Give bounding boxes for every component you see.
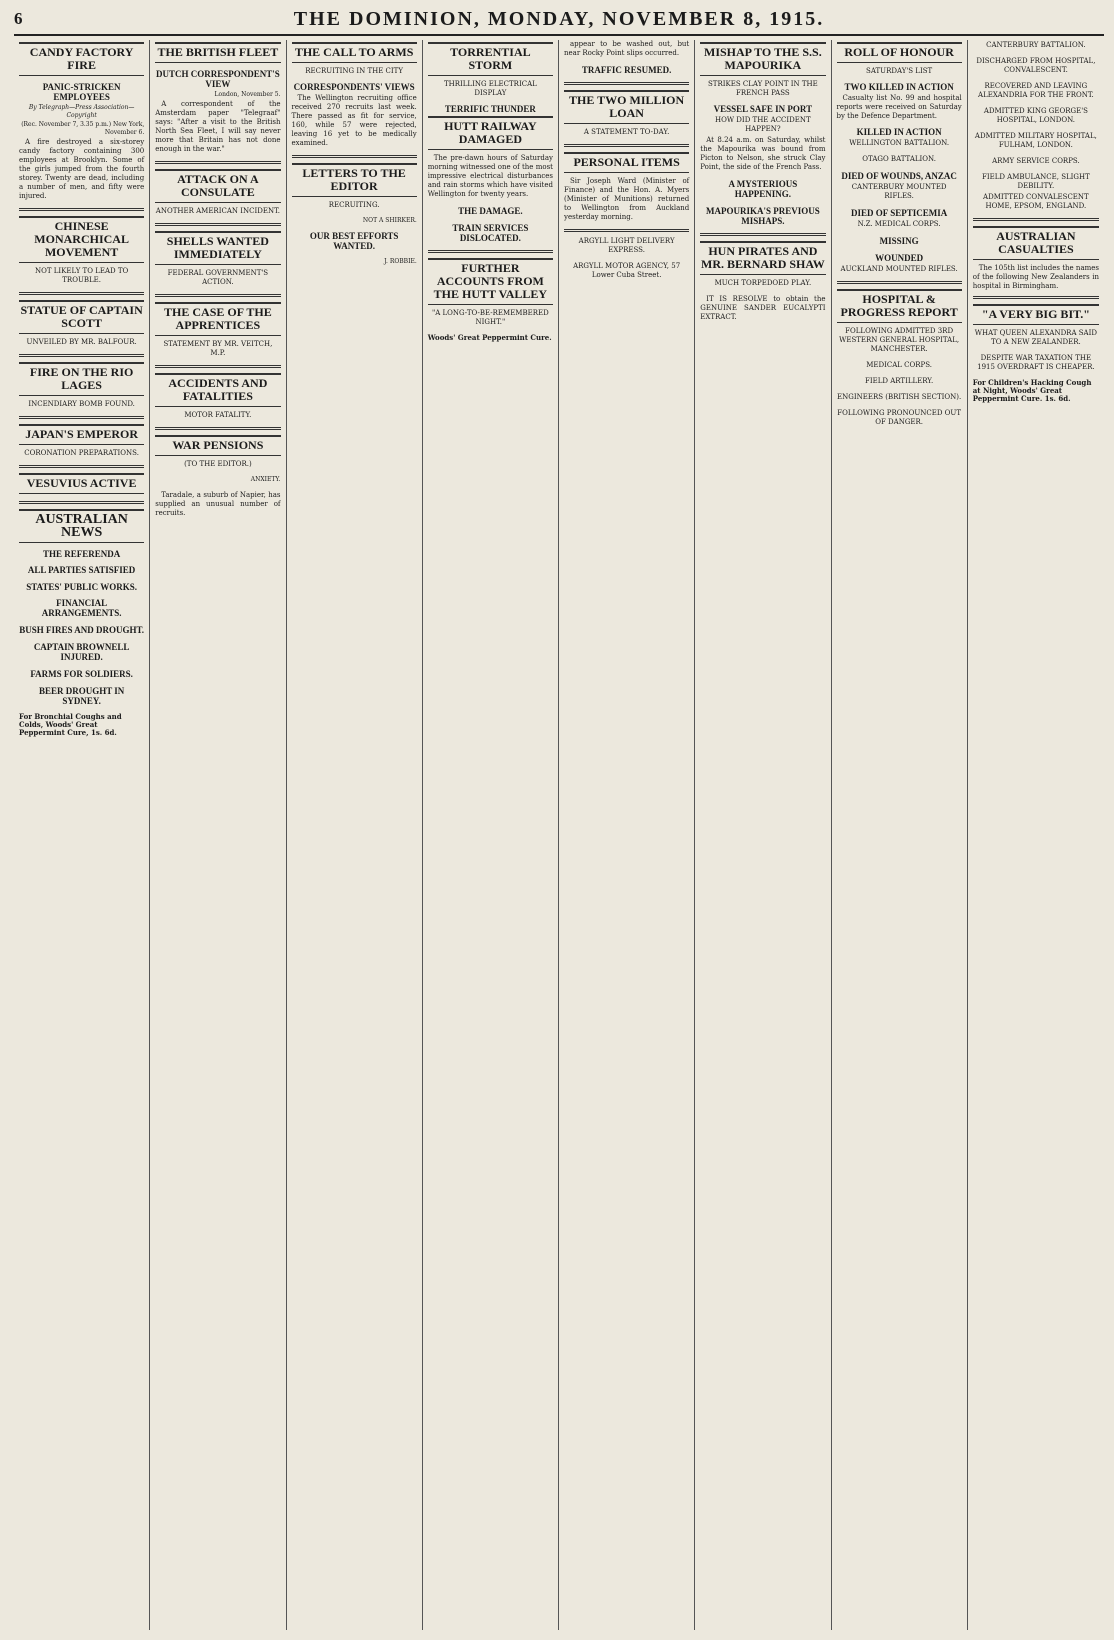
headline-australian-news: AUSTRALIAN NEWS [19, 509, 144, 543]
dateline: London, November 5. [214, 91, 281, 98]
headline-hun-pirates: HUN PIRATES AND MR. BERNARD SHAW [700, 241, 825, 275]
headline-attack-consulate: ATTACK ON A CONSULATE [155, 169, 280, 203]
column-2 [150, 40, 286, 1630]
subhead: ADMITTED KING GEORGE'S HOSPITAL, LONDON. [983, 107, 1088, 124]
subhead: CORRESPONDENTS' VIEWS [293, 82, 415, 92]
advertisement: ARGYLL MOTOR AGENCY, 57 Lower Cuba Street. [573, 262, 681, 279]
headline-very-big-bit: "A VERY BIG BIT." [973, 304, 1099, 325]
dateline: (Rec. November 7, 3.35 p.m.) New York, November 6. [21, 121, 145, 136]
subhead: RECRUITING. [328, 201, 380, 209]
subhead: RECRUITING IN THE CITY [305, 67, 403, 75]
subhead: TWO KILLED IN ACTION [844, 82, 954, 92]
subhead: DISCHARGED FROM HOSPITAL, CONVALESCENT. [976, 57, 1096, 74]
advertisement: For Children's Hacking Cough at Night, Woods' Great Peppermint Cure. 1s. 6d. [972, 378, 1092, 403]
column-1 [14, 40, 150, 1630]
subhead: CAPTAIN BROWNELL INJURED. [33, 642, 130, 662]
headline-japan-emperor: JAPAN'S EMPEROR [19, 424, 144, 445]
subhead: MISSING [879, 236, 919, 246]
subhead: DUTCH CORRESPONDENT'S VIEW [155, 69, 280, 89]
subhead: STATEMENT BY MR. VEITCH, M.P. [163, 340, 273, 357]
headline-british-fleet: THE BRITISH FLEET [155, 42, 280, 63]
subhead: "A LONG-TO-BE-REMEMBERED NIGHT." [432, 309, 549, 326]
masthead [14, 6, 1104, 36]
subhead: OTAGO BATTALION. [862, 155, 936, 163]
subhead: NOT LIKELY TO LEAD TO TROUBLE. [35, 267, 129, 284]
subhead: UNVEILED BY MR. BALFOUR. [26, 338, 137, 346]
subhead: WOUNDED [875, 253, 924, 263]
subhead: AUCKLAND MOUNTED RIFLES. [840, 265, 958, 273]
subhead: ENGINEERS (BRITISH SECTION). [837, 393, 962, 401]
columns [14, 40, 1104, 1630]
article-text: Casualty list No. 99 and hospital reports were received on Saturday by the Defence Department. [836, 94, 962, 120]
subhead: INCENDIARY BOMB FOUND. [28, 400, 135, 408]
subhead: WHAT QUEEN ALEXANDRA SAID TO A NEW ZEALANDER. [974, 329, 1097, 346]
headline-fire-rio-lages: FIRE ON THE RIO LAGES [19, 362, 144, 396]
subhead: ANOTHER AMERICAN INCIDENT. [155, 207, 280, 215]
subhead: ADMITTED MILITARY HOSPITAL, FULHAM, LONDON. [974, 132, 1097, 149]
article-text: The 105th list includes the names of the following New Zealanders in hospital in Birmingham. [972, 264, 1099, 290]
subhead: FOLLOWING PRONOUNCED OUT OF DANGER. [837, 409, 961, 426]
headline-australian-casualties: AUSTRALIAN CASUALTIES [973, 226, 1099, 260]
headline-call-to-arms: THE CALL TO ARMS [292, 42, 417, 63]
column-4 [423, 40, 559, 1630]
headline-apprentices: THE CASE OF THE APPRENTICES [155, 302, 280, 336]
subhead: WELLINGTON BATTALION. [849, 139, 950, 147]
subhead: MUCH TORPEDOED PLAY. [714, 279, 812, 287]
subhead: A MYSTERIOUS HAPPENING. [728, 179, 798, 199]
subhead: FINANCIAL ARRANGEMENTS. [41, 598, 122, 618]
headline-torrential-storm: TORRENTIAL STORM [428, 42, 553, 76]
subhead: ARMY SERVICE CORPS. [992, 157, 1080, 165]
subhead: (TO THE EDITOR.) [184, 460, 252, 468]
column-7 [832, 40, 968, 1630]
advertisement: ARGYLL LIGHT DELIVERY EXPRESS. [578, 237, 675, 254]
subhead: FOLLOWING ADMITTED 3RD WESTERN GENERAL HOSPITAL, MANCHESTER. [839, 327, 960, 353]
headline-personal-items: PERSONAL ITEMS [564, 152, 689, 173]
byline: By Telegraph—Press Association—Copyright [28, 104, 135, 119]
column-6 [695, 40, 831, 1630]
headline-accidents: ACCIDENTS AND FATALITIES [155, 373, 280, 407]
headline-vesuvius: VESUVIUS ACTIVE [19, 473, 144, 494]
article-text: The pre-dawn hours of Saturday morning witnessed one of the most impressive electrical disturbances and rain storms which have visited Wellington for twenty years. [427, 154, 553, 198]
article-text: At 8.24 a.m. on Saturday, whilst the Mapourika was bound from Picton to Nelson, she struck Clay Point, the side of the French Pass. [700, 136, 826, 171]
article-text: appear to be washed out, but near Rocky Point slips occurred. [564, 40, 690, 57]
newspaper-title: THE DOMINION, MONDAY, NOVEMBER 8, 1915. [293, 7, 825, 30]
subhead: THE REFERENDA [42, 549, 121, 559]
subhead: DIED OF SEPTICEMIA [851, 208, 948, 218]
subhead: ADMITTED CONVALESCENT HOME, EPSOM, ENGLAND. [983, 193, 1089, 210]
headline-two-million-loan: THE TWO MILLION LOAN [564, 90, 689, 124]
subhead: VESSEL SAFE IN PORT [713, 104, 813, 114]
article-text: Taradale, a suburb of Napier, has supplied an unusual number of recruits. [155, 491, 281, 517]
headline-hospital-report: HOSPITAL & PROGRESS REPORT [837, 289, 962, 323]
advertisement: Woods' Great Peppermint Cure. [427, 333, 552, 342]
subhead: THRILLING ELECTRICAL DISPLAY [443, 80, 537, 97]
subhead: DIED OF WOUNDS, ANZAC [841, 171, 957, 181]
column-3 [287, 40, 423, 1630]
advertisement: For Bronchial Coughs and Colds, Woods' Great Peppermint Cure, 1s. 6d. [19, 712, 122, 737]
article-text: A correspondent of the Amsterdam paper "Telegraaf" says: "After a visit to the British North Sea Fleet, I will say never more that Britain has not done enough in the war." [155, 100, 281, 153]
signature: J. ROBBIE. [384, 258, 417, 265]
subhead: ALL PARTIES SATISFIED [27, 565, 136, 575]
subhead: KILLED IN ACTION [856, 127, 942, 137]
subhead: MEDICAL CORPS. [866, 361, 933, 369]
subhead: BUSH FIRES AND DROUGHT. [19, 625, 145, 635]
article-text: Sir Joseph Ward (Minister of Finance) and the Hon. A. Myers (Minister of Munitions) returned to Wellington from Auckland yesterday morning. [564, 177, 690, 221]
headline-war-pensions: WAR PENSIONS [155, 435, 280, 456]
subhead: BEER DROUGHT IN SYDNEY. [38, 686, 125, 706]
column-8 [968, 40, 1104, 1630]
subhead: FARMS FOR SOLDIERS. [30, 669, 133, 679]
subhead: TRAFFIC RESUMED. [581, 65, 672, 75]
signature: NOT A SHIRKER. [362, 217, 417, 224]
subhead: N.Z. MEDICAL CORPS. [857, 220, 941, 228]
subhead: TRAIN SERVICES DISLOCATED. [452, 223, 529, 243]
subhead: STATES' PUBLIC WORKS. [26, 582, 138, 592]
subhead: DESPITE WAR TAXATION THE 1915 OVERDRAFT IS CHEAPER. [977, 354, 1095, 371]
subhead: STRIKES CLAY POINT IN THE FRENCH PASS [708, 80, 818, 97]
column-5 [559, 40, 695, 1630]
subhead: CANTERBURY MOUNTED RIFLES. [851, 183, 947, 200]
headline-candy-factory-fire: CANDY FACTORY FIRE [19, 42, 144, 76]
article-text: A fire destroyed a six-storey candy factory containing 300 employees at Brooklyn. Some of the girls jumped from the fourth storey. Twenty are dead, including a number of men, and fifty were injured. [19, 138, 145, 200]
signature: ANXIETY. [250, 476, 281, 483]
article-text: The Wellington recruiting office received 270 recruits last week. There passed as fit for service, 160, while 57 were rejected, leaving 16 yet to be medically examined. [291, 94, 417, 147]
subhead: RECOVERED AND LEAVING ALEXANDRIA FOR THE FRONT. [978, 82, 1094, 99]
headline-roll-of-honour: ROLL OF HONOUR [837, 42, 962, 63]
headline-shells-wanted: SHELLS WANTED IMMEDIATELY [155, 231, 280, 265]
headline-mapourika: MISHAP TO THE S.S. MAPOURIKA [700, 42, 825, 76]
subhead: TERRIFIC THUNDER [444, 104, 536, 114]
subhead: FIELD AMBULANCE, SLIGHT DEBILITY. [981, 173, 1090, 190]
advertisement: IT IS RESOLVE to obtain the GENUINE SANDER EUCALYPTI EXTRACT. [700, 295, 826, 321]
subhead: SATURDAY'S LIST [866, 67, 933, 75]
headline-statue-scott: STATUE OF CAPTAIN SCOTT [19, 300, 144, 334]
headline-chinese-movement: CHINESE MONARCHICAL MOVEMENT [19, 216, 144, 263]
subhead: MAPOURIKA'S PREVIOUS MISHAPS. [705, 206, 820, 226]
subhead: A STATEMENT TO-DAY. [583, 128, 670, 136]
subhead: MOTOR FATALITY. [184, 411, 252, 419]
subhead: CANTERBURY BATTALION. [986, 41, 1086, 49]
subhead: HOW DID THE ACCIDENT HAPPEN? [715, 116, 811, 133]
subhead: THE DAMAGE. [458, 206, 523, 216]
page-number: 6 [14, 9, 23, 28]
subhead-panic: PANIC-STRICKEN EMPLOYEES [42, 82, 121, 102]
subhead: OUR BEST EFFORTS WANTED. [309, 231, 399, 251]
headline-hutt-valley: FURTHER ACCOUNTS FROM THE HUTT VALLEY [428, 258, 553, 305]
headline-hutt-railway: HUTT RAILWAY DAMAGED [428, 116, 553, 150]
subhead: CORONATION PREPARATIONS. [24, 449, 139, 457]
subhead: FEDERAL GOVERNMENT'S ACTION. [167, 269, 269, 286]
headline-letters-editor: LETTERS TO THE EDITOR [292, 163, 417, 197]
subhead: FIELD ARTILLERY. [864, 377, 934, 385]
